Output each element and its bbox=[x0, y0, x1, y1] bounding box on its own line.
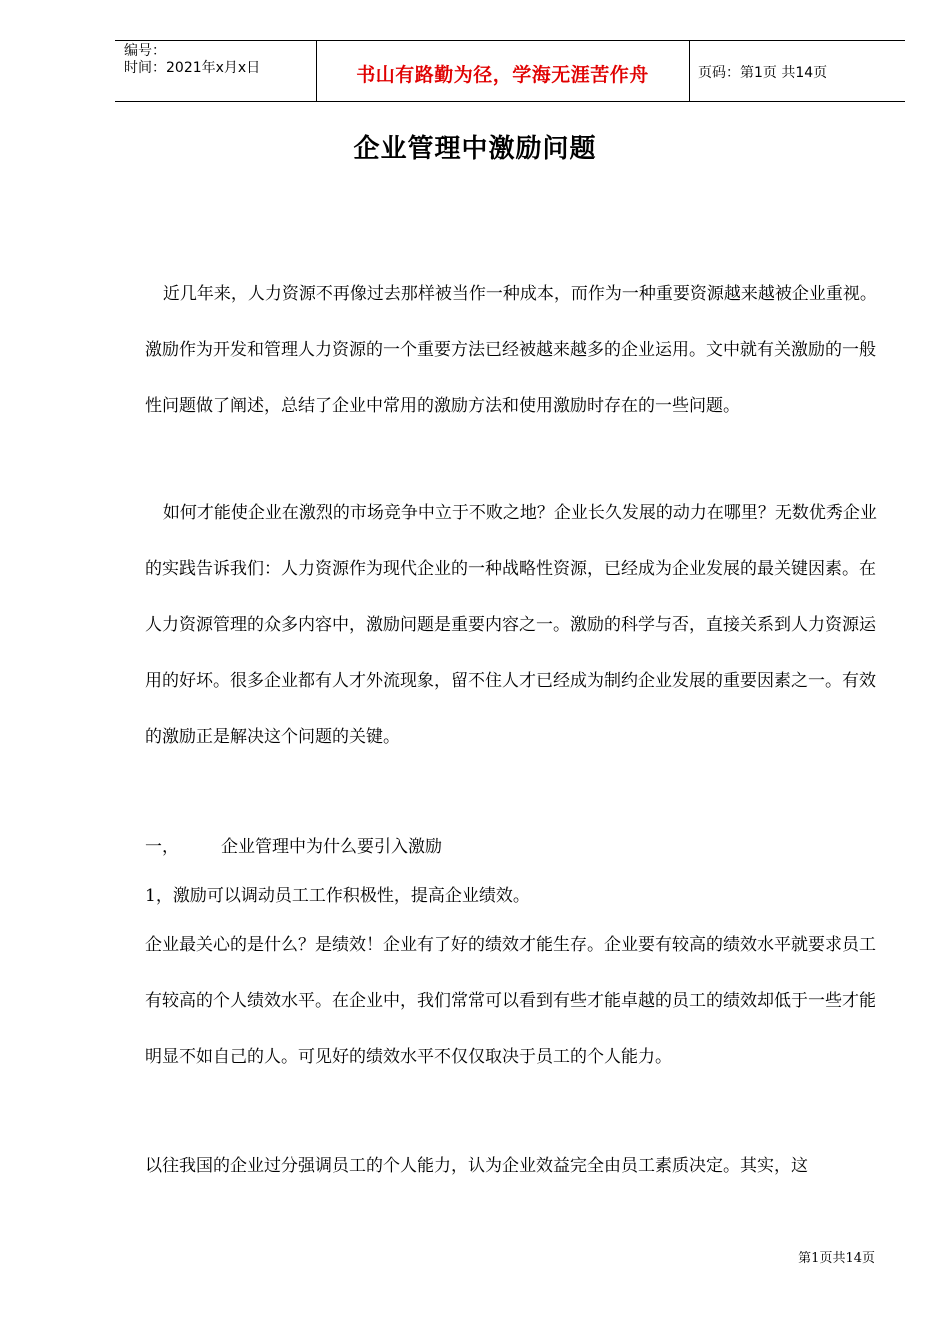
date-line: 时间：2021年x月x日 bbox=[124, 60, 261, 76]
section-heading bbox=[145, 832, 442, 857]
section-number: 一， bbox=[145, 837, 179, 857]
sub-heading: 1，激励可以调动员工工作积极性，提高企业绩效。 bbox=[145, 886, 530, 906]
header-motto-cell bbox=[316, 41, 690, 101]
page-code: 页码：第1页 共14页 bbox=[698, 65, 828, 81]
body-paragraph-3: 企业最关心的是什么？是绩效！企业有了好的绩效才能生存。企业要有较高的绩效水平就要求员工有较高的个人绩效水平。在企业中，我们常常可以看到有些才能卓越的员工的绩效却低于一些才能明显不如自己的人。可见好的绩效水平不仅仅取决于员工的个人能力。 bbox=[145, 935, 876, 1067]
section-title: 企业管理中为什么要引入激励 bbox=[221, 837, 442, 857]
serial-number-label: 编号： bbox=[124, 43, 166, 59]
intro-paragraph: 近几年来，人力资源不再像过去那样被当作一种成本，而作为一种重要资源越来越被企业重视。激励作为开发和管理人力资源的一个重要方法已经被越来越多的企业运用。文中就有关激励的一般性问题做了阐述，总结了企业中常用的激励方法和使用激励时存在的一些问题。 bbox=[145, 284, 877, 416]
footer-page-number: 第1页共14页 bbox=[798, 1251, 875, 1266]
document-title: 企业管理中激励问题 bbox=[353, 134, 597, 164]
body-paragraph-4: 以往我国的企业过分强调员工的个人能力，认为企业效益完全由员工素质决定。其实，这 bbox=[145, 1156, 808, 1176]
body-paragraph-2: 如何才能使企业在激烈的市场竞争中立于不败之地？企业长久发展的动力在哪里？无数优秀企业的实践告诉我们：人力资源作为现代企业的一种战略性资源，已经成为企业发展的最关键因素。在人力资源管理的众多内容中，激励问题是重要内容之一。激励的科学与否，直接关系到人力资源运用的好坏。很多企业都有人才外流现象，留不住人才已经成为制约企业发展的重要因素之一。有效的激励正是解决这个问题的关键。 bbox=[145, 503, 877, 747]
header-page-cell bbox=[690, 41, 905, 101]
header-meta-cell bbox=[115, 41, 317, 101]
document-header bbox=[115, 40, 905, 102]
motto-text: 书山有路勤为径，学海无涯苦作舟 bbox=[356, 64, 649, 86]
